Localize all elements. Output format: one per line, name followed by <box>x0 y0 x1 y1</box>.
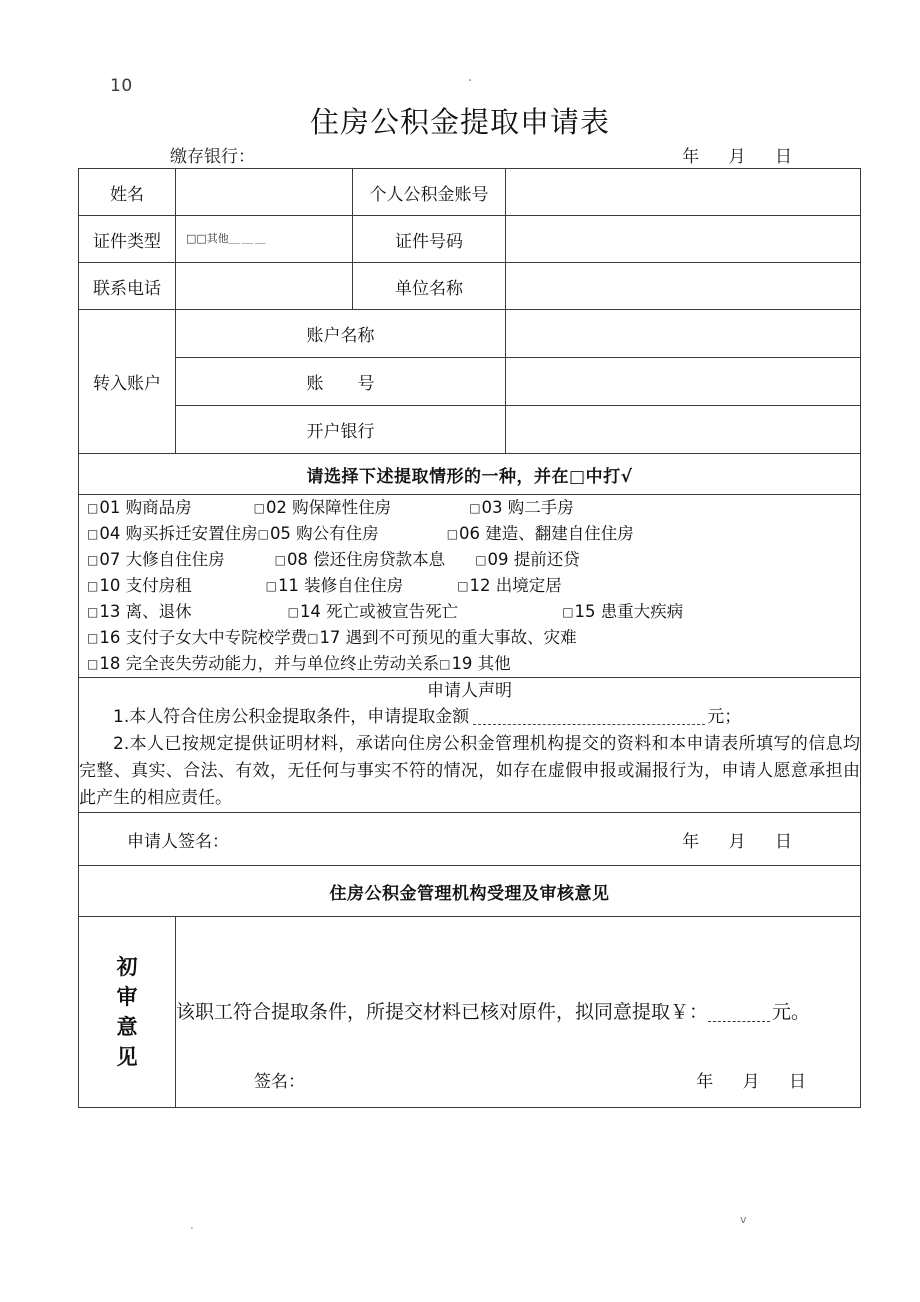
account-no-label: 个人公积金账号 <box>353 169 506 216</box>
id-no-label: 证件号码 <box>353 216 506 263</box>
review-opinion-label-line1: 初 审 <box>116 955 187 1009</box>
review-signature-row <box>176 1067 860 1093</box>
table-row-options <box>79 495 861 678</box>
review-opinion-label <box>79 952 187 1072</box>
checkbox-icon[interactable]: □ <box>307 631 319 645</box>
option-08[interactable] <box>275 547 446 573</box>
id-type-note-blank: ＿＿＿ <box>228 232 268 246</box>
choose-instruction: 请选择下述提取情形的一种，并在□中打√ <box>79 454 861 495</box>
table-row-transfer-bank <box>79 406 861 454</box>
option-06[interactable] <box>447 521 634 547</box>
option-label: 16 支付子女大中专院校学费 <box>99 628 308 647</box>
option-label: 10 支付房租 <box>99 576 192 595</box>
option-17[interactable] <box>307 625 577 651</box>
page-number: 10 <box>110 76 133 96</box>
transfer-bank-label: 开户银行 <box>176 406 506 454</box>
checkbox-icon[interactable]: □ <box>253 501 265 515</box>
option-label: 05 购公有住房 <box>269 524 379 543</box>
applicant-signature-date[interactable]: 年 月 日 <box>682 832 804 852</box>
table-row-phone <box>79 263 861 310</box>
option-07[interactable] <box>87 547 225 573</box>
checkbox-icon[interactable]: □ <box>87 657 99 671</box>
checkbox-icon[interactable]: □ <box>265 579 277 593</box>
option-label: 06 建造、翻建自住住房 <box>459 524 634 543</box>
company-label: 单位名称 <box>353 263 506 310</box>
checkbox-icon[interactable]: □ <box>475 553 487 567</box>
option-14[interactable] <box>288 599 459 625</box>
checkbox-icon[interactable]: □ <box>87 501 99 515</box>
option-row <box>79 573 860 599</box>
header-date-label: 年 月 日 <box>682 147 804 167</box>
transfer-account-name-value[interactable] <box>506 310 861 358</box>
transfer-account-name-label: 账户名称 <box>176 310 506 358</box>
option-row <box>79 547 860 573</box>
option-03[interactable] <box>469 495 574 521</box>
review-opinion-amount-blank[interactable] <box>708 1020 770 1022</box>
checkbox-icon[interactable]: □ <box>439 657 451 671</box>
deposit-bank-label: 缴存银行： <box>170 147 255 167</box>
declaration-item-2: 2.本人已按规定提供证明材料，承诺向住房公积金管理机构提交的资料和本申请表所填写的信息均完整、真实、合法、有效，无任何与事实不符的情况，如存在虚假申报或漏报行为，申请人愿意承担由此产生的相应责任。 <box>79 734 860 808</box>
option-label: 08 偿还住房贷款本息 <box>286 550 446 569</box>
bottom-left-artifact-mark: . <box>190 1218 194 1232</box>
checkbox-icon[interactable]: □ <box>457 579 469 593</box>
id-type-value[interactable] <box>176 216 353 263</box>
option-15[interactable] <box>562 599 683 625</box>
declaration-item-1-suffix: 元； <box>707 707 742 727</box>
option-row <box>79 599 860 625</box>
phone-value[interactable] <box>176 263 353 310</box>
table-row-transfer-account-number <box>79 358 861 406</box>
company-value[interactable] <box>506 263 861 310</box>
transfer-account-number-label: 账 号 <box>176 358 506 406</box>
top-artifact-mark: . <box>468 70 473 85</box>
option-row <box>79 651 860 677</box>
transfer-account-number-value[interactable] <box>506 358 861 406</box>
checkbox-icon[interactable]: □ <box>274 553 286 567</box>
transfer-bank-value[interactable] <box>506 406 861 454</box>
option-02[interactable] <box>254 495 392 521</box>
option-10[interactable] <box>87 573 192 599</box>
option-01[interactable] <box>87 495 192 521</box>
table-row-transfer-account-name <box>79 310 861 358</box>
checkbox-icon[interactable]: □ <box>87 553 99 567</box>
name-label: 姓名 <box>79 169 176 216</box>
table-row-review-opinion <box>79 917 861 1108</box>
option-label: 19 其他 <box>451 654 511 673</box>
table-row-applicant-signature <box>79 813 861 866</box>
page-title: 住房公积金提取申请表 <box>309 105 610 139</box>
option-row <box>79 521 860 547</box>
checkbox-icon[interactable]: □ <box>287 605 299 619</box>
checkbox-icon[interactable]: □ <box>469 501 481 515</box>
checkbox-icon[interactable]: □ <box>87 527 99 541</box>
option-18[interactable] <box>87 651 439 677</box>
checkbox-icon[interactable]: □ <box>87 579 99 593</box>
id-type-label: 证件类型 <box>79 216 176 263</box>
option-label: 11 装修自住住房 <box>277 576 404 595</box>
review-opinion-body-cell <box>176 917 861 1108</box>
review-section-header: 住房公积金管理机构受理及审核意见 <box>79 866 861 917</box>
option-label: 09 提前还贷 <box>487 550 580 569</box>
application-form-table <box>78 168 861 1108</box>
option-label: 03 购二手房 <box>481 498 574 517</box>
review-opinion-text-suffix: 元。 <box>772 1001 811 1023</box>
account-no-value[interactable] <box>506 169 861 216</box>
checkbox-icon[interactable]: □ <box>562 605 574 619</box>
review-opinion-text <box>176 996 860 1028</box>
phone-label: 联系电话 <box>79 263 176 310</box>
table-row-review-header <box>79 866 861 917</box>
option-label: 13 离、退休 <box>99 602 192 621</box>
options-cell <box>79 495 861 678</box>
review-signature-date[interactable]: 年 月 日 <box>696 1072 818 1092</box>
option-label: 18 完全丧失劳动能力，并与单位终止劳动关系 <box>99 654 440 673</box>
id-type-note-text: 其他 <box>206 232 229 246</box>
table-row-declaration <box>79 678 861 813</box>
option-05[interactable] <box>258 521 379 547</box>
declaration-title: 申请人声明 <box>427 681 512 701</box>
declaration-cell <box>79 678 861 813</box>
name-value[interactable] <box>176 169 353 216</box>
checkbox-icon[interactable]: □ <box>87 631 99 645</box>
review-opinion-label-cell <box>79 917 187 1108</box>
options-list <box>79 495 860 677</box>
checkbox-icon[interactable]: □ <box>87 605 99 619</box>
checkbox-icon[interactable]: □ <box>257 527 269 541</box>
table-row-choose-header <box>79 454 861 495</box>
declaration-amount-blank[interactable] <box>473 723 705 725</box>
bank-and-date-line <box>78 142 860 168</box>
option-13[interactable] <box>87 599 192 625</box>
option-row <box>79 625 860 651</box>
applicant-signature-cell <box>79 813 861 866</box>
option-09[interactable] <box>475 547 580 573</box>
option-12[interactable] <box>457 573 562 599</box>
option-label: 15 患重大疾病 <box>574 602 684 621</box>
option-19[interactable] <box>439 651 511 677</box>
transfer-account-label: 转入账户 <box>79 310 176 454</box>
option-label: 01 购商品房 <box>99 498 192 517</box>
review-opinion-text-prefix: 该职工符合提取条件，所提交材料已核对原件，拟同意提取￥： <box>176 1001 709 1023</box>
id-type-note <box>176 232 352 245</box>
option-label: 04 购买拆迁安置住房 <box>99 524 258 543</box>
option-label: 02 购保障性住房 <box>265 498 392 517</box>
declaration-item-1-prefix: 1.本人符合住房公积金提取条件，申请提取金额 <box>113 707 470 727</box>
option-label: 17 遇到不可预见的重大事故、灾难 <box>319 628 577 647</box>
review-opinion-label-line2: 意 见 <box>116 1015 187 1069</box>
checkbox-icon[interactable]: □ <box>446 527 459 541</box>
bottom-right-artifact-mark: v <box>740 1213 747 1226</box>
table-row-name <box>79 169 861 216</box>
option-label: 14 死亡或被宣告死亡 <box>299 602 459 621</box>
id-type-note-boxes: □□ <box>186 232 207 246</box>
id-no-value[interactable] <box>506 216 861 263</box>
option-label: 07 大修自住住房 <box>99 550 225 569</box>
option-row <box>79 495 860 521</box>
table-row-id-type <box>79 216 861 263</box>
option-16[interactable] <box>87 625 307 651</box>
option-04[interactable] <box>87 521 258 547</box>
applicant-signature-label[interactable]: 申请人签名： <box>127 832 229 852</box>
declaration-item-1 <box>79 704 860 731</box>
option-11[interactable] <box>266 573 404 599</box>
applicant-signature-row <box>79 813 860 865</box>
review-signature-label[interactable]: 签名： <box>254 1072 305 1092</box>
option-label: 12 出境定居 <box>469 576 562 595</box>
